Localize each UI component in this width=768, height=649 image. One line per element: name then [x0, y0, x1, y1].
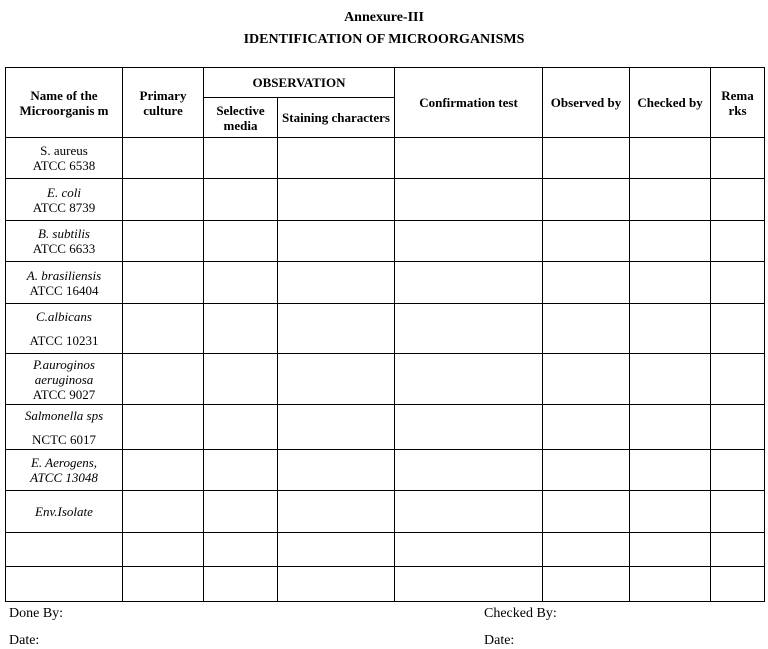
- observed-by-cell[interactable]: [543, 179, 630, 221]
- checked-by-cell[interactable]: [630, 567, 711, 602]
- microorganism-line: Salmonella sps: [24, 407, 104, 423]
- checked-by-cell[interactable]: [630, 179, 711, 221]
- microorganism-cell: [6, 221, 123, 262]
- identification-table: [5, 67, 765, 602]
- staining-cell[interactable]: [278, 138, 395, 179]
- selective-media-cell[interactable]: [204, 179, 278, 221]
- remarks-cell[interactable]: [711, 179, 765, 221]
- done-by-label: Done By:: [9, 606, 64, 621]
- confirmation-test-cell[interactable]: [395, 262, 543, 304]
- selective-media-cell[interactable]: [204, 354, 278, 405]
- observed-by-cell[interactable]: [543, 304, 630, 354]
- primary-culture-cell[interactable]: [123, 138, 204, 179]
- staining-cell[interactable]: [278, 450, 395, 491]
- checked-by-cell[interactable]: [630, 405, 711, 450]
- microorganism-line: E. Aerogens,: [30, 455, 98, 470]
- microorganism-line: P.auroginos: [33, 356, 95, 372]
- observed-by-cell[interactable]: [543, 533, 630, 567]
- microorganism-cell: [6, 138, 123, 179]
- header-observation: OBSERVATION: [204, 68, 395, 98]
- table-row: [6, 450, 765, 491]
- header-confirmation-test: Confirmation test: [395, 68, 543, 138]
- staining-cell[interactable]: [278, 179, 395, 221]
- microorganism-cell: [6, 354, 123, 405]
- microorganism-line: S. aureus: [40, 143, 88, 158]
- header-remarks: Rema rks: [711, 68, 765, 138]
- table-row: [6, 262, 765, 304]
- observed-by-cell[interactable]: [543, 567, 630, 602]
- confirmation-test-cell[interactable]: [395, 533, 543, 567]
- remarks-cell[interactable]: [711, 405, 765, 450]
- confirmation-test-cell[interactable]: [395, 405, 543, 450]
- observed-by-cell[interactable]: [543, 491, 630, 533]
- microorganism-cell: [6, 405, 123, 450]
- header-observed-by: Observed by: [543, 68, 630, 138]
- selective-media-cell[interactable]: [204, 405, 278, 450]
- staining-cell[interactable]: [278, 221, 395, 262]
- confirmation-test-cell[interactable]: [395, 221, 543, 262]
- checked-by-cell[interactable]: [630, 354, 711, 405]
- date-label-left: Date:: [9, 633, 40, 648]
- confirmation-test-cell[interactable]: [395, 138, 543, 179]
- remarks-cell[interactable]: [711, 491, 765, 533]
- remarks-cell[interactable]: [711, 304, 765, 354]
- confirmation-test-cell[interactable]: [395, 304, 543, 354]
- confirmation-test-cell[interactable]: [395, 567, 543, 602]
- selective-media-cell[interactable]: [204, 491, 278, 533]
- header-selective-media: Selective media: [204, 98, 278, 138]
- selective-media-cell[interactable]: [204, 533, 278, 567]
- table-body: [6, 138, 765, 602]
- microorganism-line: ATCC 6633: [32, 241, 96, 256]
- staining-cell[interactable]: [278, 262, 395, 304]
- confirmation-test-cell[interactable]: [395, 354, 543, 405]
- confirmation-test-cell[interactable]: [395, 450, 543, 491]
- table-row: [6, 354, 765, 405]
- microorganism-line: NCTC 6017: [32, 431, 96, 447]
- checked-by-cell[interactable]: [630, 262, 711, 304]
- staining-cell[interactable]: [278, 567, 395, 602]
- selective-media-cell[interactable]: [204, 262, 278, 304]
- staining-cell[interactable]: [278, 491, 395, 533]
- confirmation-test-cell[interactable]: [395, 179, 543, 221]
- microorganism-line: ATCC 13048: [30, 470, 98, 485]
- header-name-of-microorganism: Name of the Microorganis m: [6, 68, 123, 138]
- primary-culture-cell[interactable]: [123, 221, 204, 262]
- staining-cell[interactable]: [278, 354, 395, 405]
- remarks-cell[interactable]: [711, 567, 765, 602]
- confirmation-test-cell[interactable]: [395, 491, 543, 533]
- staining-cell[interactable]: [278, 304, 395, 354]
- microorganism-line: ATCC 10231: [29, 333, 99, 348]
- observed-by-cell[interactable]: [543, 138, 630, 179]
- checked-by-cell[interactable]: [630, 533, 711, 567]
- remarks-cell[interactable]: [711, 354, 765, 405]
- observed-by-cell[interactable]: [543, 354, 630, 405]
- selective-media-cell[interactable]: [204, 450, 278, 491]
- observed-by-cell[interactable]: [543, 262, 630, 304]
- observed-by-cell[interactable]: [543, 405, 630, 450]
- primary-culture-cell[interactable]: [123, 304, 204, 354]
- staining-cell[interactable]: [278, 405, 395, 450]
- microorganism-cell: [6, 567, 123, 602]
- date-label-right: Date:: [484, 633, 515, 648]
- annexure-label: Annexure-III: [344, 10, 424, 25]
- table-row: [6, 138, 765, 179]
- observed-by-cell[interactable]: [543, 450, 630, 491]
- checked-by-cell[interactable]: [630, 221, 711, 262]
- staining-cell[interactable]: [278, 533, 395, 567]
- primary-culture-cell[interactable]: [123, 533, 204, 567]
- checked-by-cell[interactable]: [630, 304, 711, 354]
- remarks-cell[interactable]: [711, 262, 765, 304]
- table-row: [6, 533, 765, 567]
- microorganism-cell: [6, 179, 123, 221]
- table-row: [6, 221, 765, 262]
- checked-by-cell[interactable]: [630, 491, 711, 533]
- microorganism-line: E. coli: [47, 184, 81, 200]
- header-primary-culture: Primary culture: [123, 68, 204, 138]
- selective-media-cell[interactable]: [204, 567, 278, 602]
- primary-culture-cell[interactable]: [123, 491, 204, 533]
- microorganism-cell: [6, 450, 123, 491]
- selective-media-cell[interactable]: [204, 304, 278, 354]
- remarks-cell[interactable]: [711, 533, 765, 567]
- table-row: [6, 567, 765, 602]
- microorganism-line: ATCC 16404: [29, 282, 99, 298]
- table-row: [6, 491, 765, 533]
- microorganism-line: ATCC 6538: [32, 158, 96, 173]
- primary-culture-cell[interactable]: [123, 262, 204, 304]
- header-checked-by: Checked by: [630, 68, 711, 138]
- table-row: [6, 179, 765, 221]
- checked-by-label: Checked By:: [484, 606, 557, 621]
- microorganism-line: A. brasiliensis: [26, 267, 102, 283]
- microorganism-line: ATCC 9027: [32, 386, 96, 402]
- microorganism-cell: [6, 304, 123, 354]
- remarks-cell[interactable]: [711, 138, 765, 179]
- microorganism-line: C.albicans: [36, 309, 92, 324]
- primary-culture-cell[interactable]: [123, 450, 204, 491]
- microorganism-line: B. subtilis: [37, 226, 90, 241]
- primary-culture-cell[interactable]: [123, 179, 204, 221]
- checked-by-cell[interactable]: [630, 450, 711, 491]
- remarks-cell[interactable]: [711, 221, 765, 262]
- table-row: [6, 405, 765, 450]
- microorganism-line: aeruginosa: [34, 371, 94, 387]
- primary-culture-cell[interactable]: [123, 354, 204, 405]
- checked-by-cell[interactable]: [630, 138, 711, 179]
- microorganism-cell: [6, 262, 123, 304]
- primary-culture-cell[interactable]: [123, 567, 204, 602]
- page-title: IDENTIFICATION OF MICROORGANISMS: [243, 32, 525, 47]
- table-row: [6, 304, 765, 354]
- primary-culture-cell[interactable]: [123, 405, 204, 450]
- observed-by-cell[interactable]: [543, 221, 630, 262]
- microorganism-cell: [6, 491, 123, 533]
- remarks-cell[interactable]: [711, 450, 765, 491]
- microorganism-line: Env.Isolate: [35, 504, 93, 519]
- microorganism-line: ATCC 8739: [32, 199, 96, 215]
- microorganism-cell: [6, 533, 123, 567]
- header-staining-characters: Staining characters: [278, 98, 395, 138]
- selective-media-cell[interactable]: [204, 138, 278, 179]
- selective-media-cell[interactable]: [204, 221, 278, 262]
